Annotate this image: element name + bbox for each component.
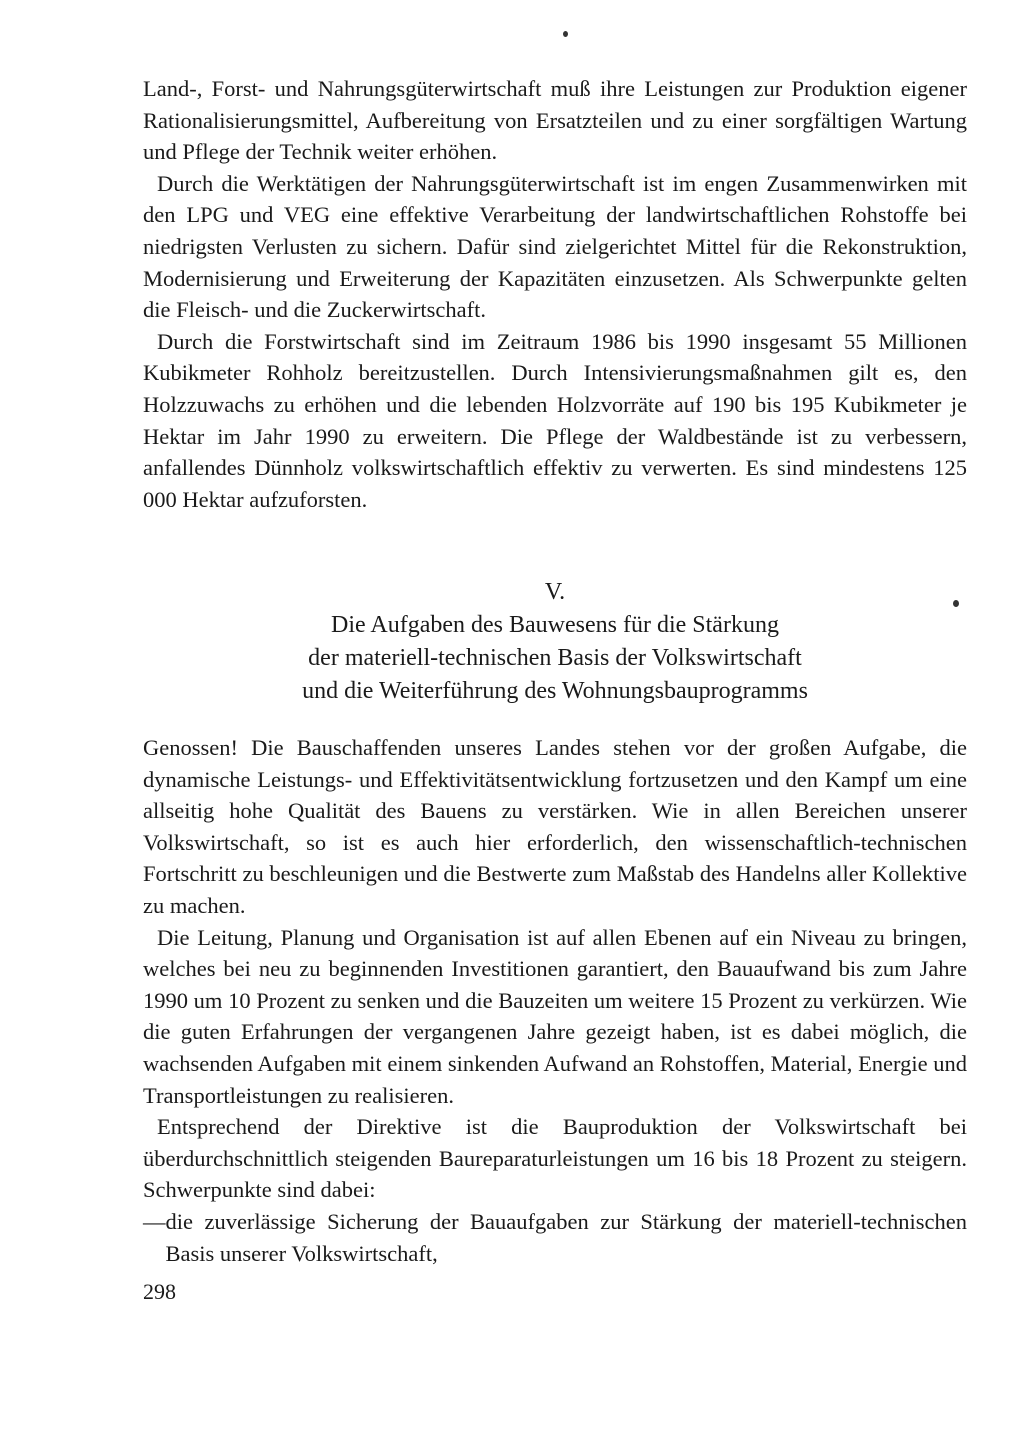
section-heading <box>143 576 967 708</box>
page-number: 298 <box>143 1279 176 1304</box>
section-title-line: Die Aufgaben des Bauwesens für die Stärkung <box>331 612 779 638</box>
print-speck <box>563 31 568 37</box>
paragraph: Durch die Werktätigen der Nahrungsgüterwirtschaft ist im engen Zusammenwirken mit den LPG und VEG eine effektive Verarbeitung der landwirtschaftlichen Rohstoffe bei niedrigsten Verlusten zu sichern. Dafür sind zielgerichtet Mittel für die Rekonstruktion, Modernisierung und Erweiterung der Kapazitäten einzusetzen. Als Schwerpunkte gelten die Fleisch- und die Zuckerwirtschaft. <box>143 170 967 323</box>
paragraph: Durch die Forstwirtschaft sind im Zeitraum 1986 bis 1990 insgesamt 55 Millionen Kubikmeter Rohholz bereitzustellen. Durch Intensivierungsmaßnahmen gilt es, den Holzzuwachs zu erhöhen und die lebenden Holzvorräte auf 190 bis 195 Kubikmeter je Hektar im Jahr 1990 zu erweitern. Die Pflege der Waldbestände ist zu verbessern, anfallendes Dünnholz volkswirtschaftlich effektiv zu verwerten. Es sind mindestens 125 000 Hektar aufzuforsten. <box>143 328 967 512</box>
list-dash: — <box>143 1208 166 1234</box>
list-item <box>143 1206 967 1269</box>
paragraph: Die Leitung, Planung und Organisation ist auf allen Ebenen auf ein Niveau zu bringen, welches bei neu zu beginnenden Investitionen garantiert, den Bauaufwand bis zum Jahre 1990 um 10 Prozent zu senken und die Bauzeiten um weitere 15 Prozent zu verkürzen. Wie die guten Erfahrungen der vergangenen Jahre gezeigt haben, ist es dabei möglich, die wachsenden Aufgaben mit einem sinkenden Aufwand an Rohstoffen, Material, Energie und Transportleistungen zu realisieren. <box>143 924 967 1108</box>
paragraph: Genossen! Die Bauschaffenden unseres Landes stehen vor der großen Aufgabe, die dynamische Leistungs- und Effektivitätsentwicklung fortzusetzen und den Kampf um eine allseitig hohe Qualität des Bauens zu verstärken. Wie in allen Bereichen unserer Volkswirtschaft, so ist es auch hier erforderlich, den wissenschaftlich-technischen Fortschritt zu beschleunigen und die Bestwerte zum Maßstab des Handelns aller Kollektive zu machen. <box>143 735 967 918</box>
section-numeral: V. <box>544 579 566 605</box>
paragraph: Entsprechend der Direktive ist die Bauproduktion der Volkswirtschaft bei überdurchschnittlich steigenden Baureparaturleistungen um 16 bis 18 Prozent zu steigern. Schwerpunkte sind dabei: <box>143 1114 967 1203</box>
list-item-text: die zuverlässige Sicherung der Bauaufgaben zur Stärkung der materiell-technischen Basis unserer Volkswirtschaft, <box>165 1208 967 1266</box>
section-title-line: und die Weiterführung des Wohnungsbauprogramms <box>302 678 808 704</box>
text-block-top <box>143 73 967 515</box>
text-block-bottom <box>143 732 967 1269</box>
paragraph: Land-, Forst- und Nahrungsgüterwirtschaft muß ihre Leistungen zur Produktion eigener Rationalisierungsmittel, Aufbereitung von Ersatzteilen und zu einer sorgfältigen Wartung und Pflege der Technik weiter erhöhen. <box>143 76 967 165</box>
section-title-line: der materiell-technischen Basis der Volkswirtschaft <box>308 645 802 671</box>
